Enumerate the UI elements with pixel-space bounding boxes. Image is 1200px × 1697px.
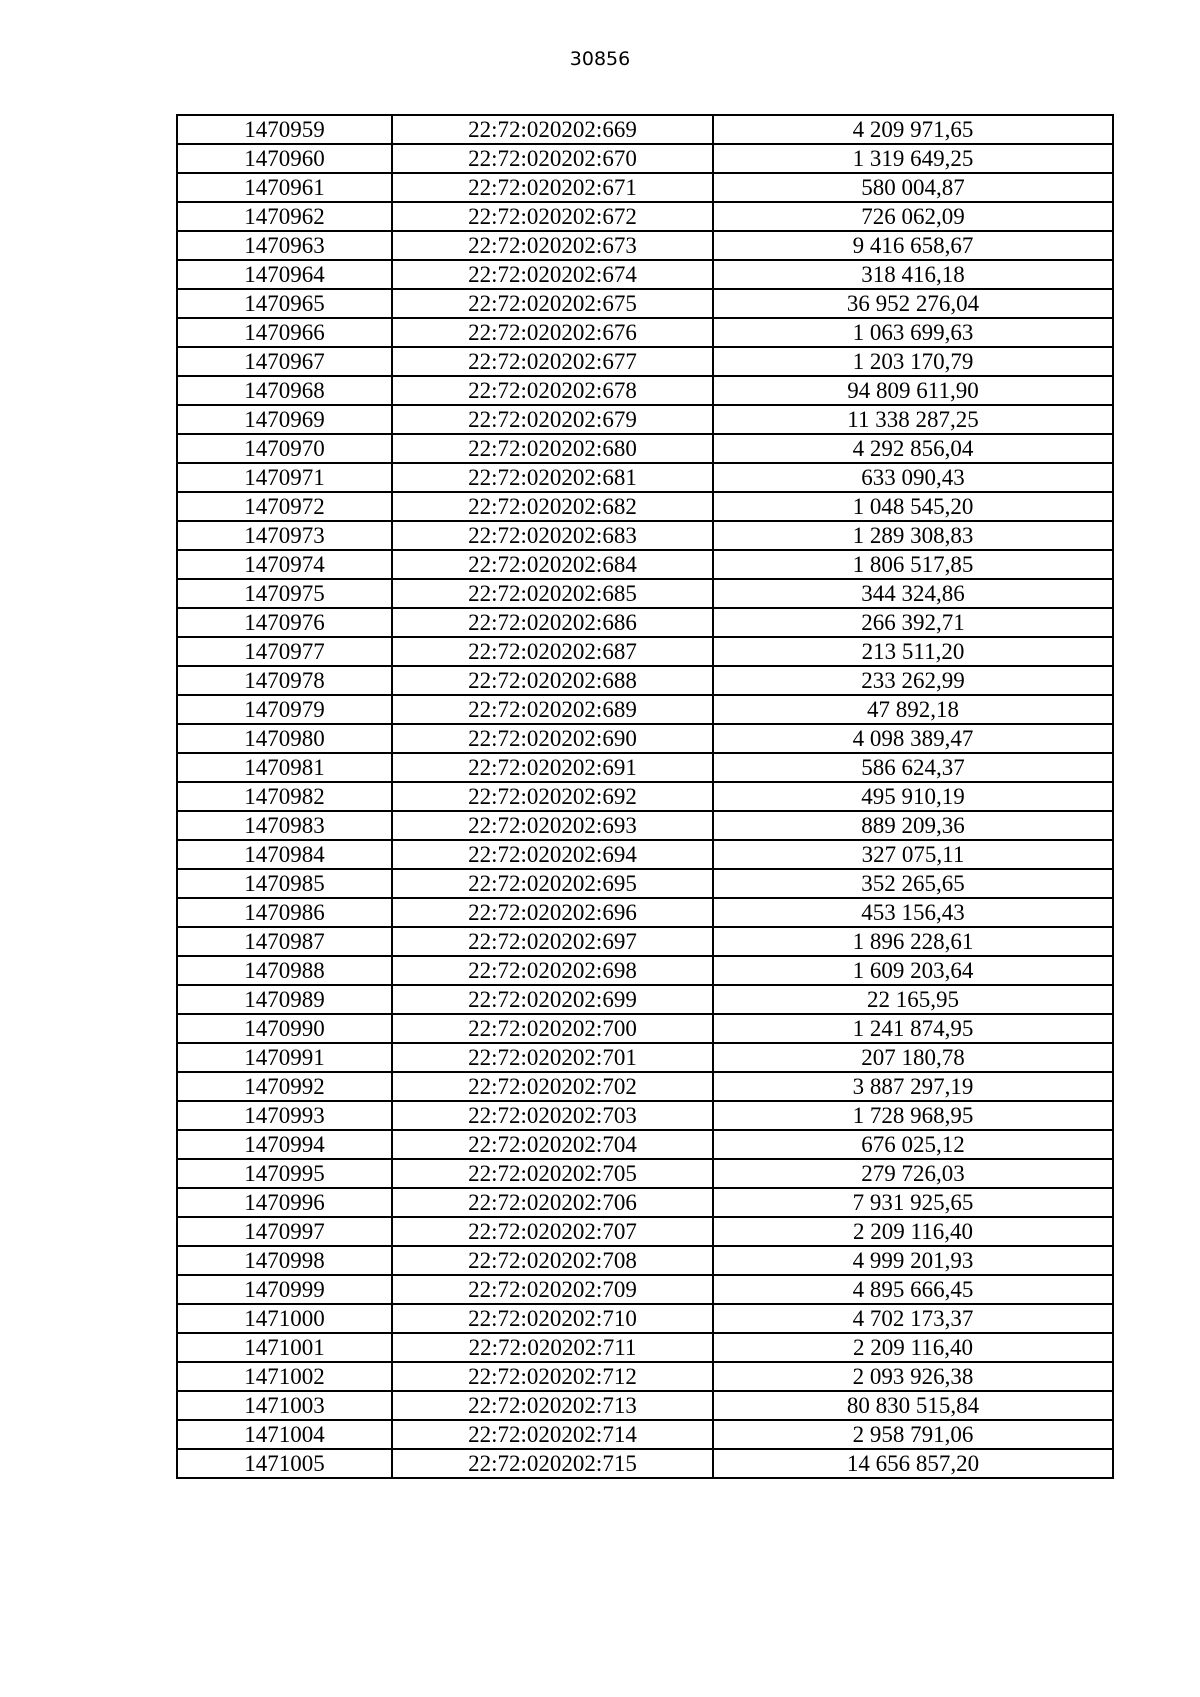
table-row [177, 463, 1113, 492]
cadastral-value-cell: 22 165,95 [713, 985, 1113, 1014]
cadastral-number-cell: 22:72:020202:672 [392, 202, 713, 231]
cadastral-value-cell: 80 830 515,84 [713, 1391, 1113, 1420]
cadastral-value-cell: 1 241 874,95 [713, 1014, 1113, 1043]
cadastral-number-cell: 22:72:020202:695 [392, 869, 713, 898]
record-number-cell: 1470983 [177, 811, 392, 840]
record-number-cell: 1470982 [177, 782, 392, 811]
cadastral-number-cell: 22:72:020202:714 [392, 1420, 713, 1449]
table-row [177, 1246, 1113, 1275]
cadastral-value-cell: 580 004,87 [713, 173, 1113, 202]
record-number-cell: 1470988 [177, 956, 392, 985]
table-row [177, 869, 1113, 898]
table-row [177, 550, 1113, 579]
cadastral-value-cell: 1 806 517,85 [713, 550, 1113, 579]
cadastral-value-table [176, 114, 1114, 1479]
cadastral-number-cell: 22:72:020202:669 [392, 115, 713, 144]
table-row [177, 405, 1113, 434]
record-number-cell: 1470968 [177, 376, 392, 405]
cadastral-number-cell: 22:72:020202:696 [392, 898, 713, 927]
record-number-cell: 1470997 [177, 1217, 392, 1246]
cadastral-value-cell: 327 075,11 [713, 840, 1113, 869]
cadastral-number-cell: 22:72:020202:706 [392, 1188, 713, 1217]
cadastral-number-cell: 22:72:020202:699 [392, 985, 713, 1014]
record-number-cell: 1470998 [177, 1246, 392, 1275]
record-number-cell: 1471000 [177, 1304, 392, 1333]
table-row [177, 956, 1113, 985]
table-row [177, 202, 1113, 231]
cadastral-value-cell: 279 726,03 [713, 1159, 1113, 1188]
page-number: 30856 [569, 48, 631, 70]
record-number-cell: 1470979 [177, 695, 392, 724]
cadastral-number-cell: 22:72:020202:680 [392, 434, 713, 463]
record-number-cell: 1470961 [177, 173, 392, 202]
cadastral-value-cell: 4 209 971,65 [713, 115, 1113, 144]
cadastral-number-cell: 22:72:020202:700 [392, 1014, 713, 1043]
table-row [177, 753, 1113, 782]
record-number-cell: 1470966 [177, 318, 392, 347]
table-row [177, 811, 1113, 840]
cadastral-value-cell: 2 958 791,06 [713, 1420, 1113, 1449]
table-row [177, 1217, 1113, 1246]
cadastral-number-cell: 22:72:020202:698 [392, 956, 713, 985]
cadastral-value-cell: 495 910,19 [713, 782, 1113, 811]
table-row [177, 347, 1113, 376]
record-number-cell: 1471003 [177, 1391, 392, 1420]
record-number-cell: 1470986 [177, 898, 392, 927]
cadastral-value-cell: 344 324,86 [713, 579, 1113, 608]
table-row [177, 840, 1113, 869]
record-number-cell: 1470992 [177, 1072, 392, 1101]
cadastral-number-cell: 22:72:020202:691 [392, 753, 713, 782]
cadastral-value-cell: 213 511,20 [713, 637, 1113, 666]
cadastral-number-cell: 22:72:020202:693 [392, 811, 713, 840]
table-row [177, 1449, 1113, 1478]
cadastral-value-cell: 2 093 926,38 [713, 1362, 1113, 1391]
cadastral-number-cell: 22:72:020202:678 [392, 376, 713, 405]
table-row [177, 1101, 1113, 1130]
table-row [177, 1362, 1113, 1391]
cadastral-number-cell: 22:72:020202:704 [392, 1130, 713, 1159]
cadastral-number-cell: 22:72:020202:709 [392, 1275, 713, 1304]
table-row [177, 260, 1113, 289]
cadastral-value-cell: 36 952 276,04 [713, 289, 1113, 318]
record-number-cell: 1470972 [177, 492, 392, 521]
record-number-cell: 1470981 [177, 753, 392, 782]
cadastral-number-cell: 22:72:020202:697 [392, 927, 713, 956]
record-number-cell: 1471004 [177, 1420, 392, 1449]
cadastral-value-cell: 889 209,36 [713, 811, 1113, 840]
record-number-cell: 1470976 [177, 608, 392, 637]
cadastral-value-cell: 7 931 925,65 [713, 1188, 1113, 1217]
table-row [177, 695, 1113, 724]
table-row [177, 1014, 1113, 1043]
record-number-cell: 1470987 [177, 927, 392, 956]
cadastral-value-cell: 1 289 308,83 [713, 521, 1113, 550]
cadastral-value-cell: 4 292 856,04 [713, 434, 1113, 463]
cadastral-number-cell: 22:72:020202:688 [392, 666, 713, 695]
table-row [177, 231, 1113, 260]
cadastral-number-cell: 22:72:020202:707 [392, 1217, 713, 1246]
cadastral-value-cell: 1 203 170,79 [713, 347, 1113, 376]
table-row [177, 1420, 1113, 1449]
cadastral-number-cell: 22:72:020202:715 [392, 1449, 713, 1478]
table-row [177, 376, 1113, 405]
table-row [177, 579, 1113, 608]
cadastral-number-cell: 22:72:020202:692 [392, 782, 713, 811]
record-number-cell: 1470991 [177, 1043, 392, 1072]
table-row [177, 1275, 1113, 1304]
cadastral-value-cell: 47 892,18 [713, 695, 1113, 724]
cadastral-value-cell: 1 319 649,25 [713, 144, 1113, 173]
cadastral-number-cell: 22:72:020202:701 [392, 1043, 713, 1072]
table-row [177, 1159, 1113, 1188]
record-number-cell: 1470996 [177, 1188, 392, 1217]
table-row [177, 637, 1113, 666]
record-number-cell: 1470962 [177, 202, 392, 231]
record-number-cell: 1470978 [177, 666, 392, 695]
cadastral-value-cell: 1 048 545,20 [713, 492, 1113, 521]
cadastral-value-cell: 1 896 228,61 [713, 927, 1113, 956]
cadastral-value-cell: 266 392,71 [713, 608, 1113, 637]
cadastral-number-cell: 22:72:020202:694 [392, 840, 713, 869]
cadastral-value-cell: 14 656 857,20 [713, 1449, 1113, 1478]
cadastral-number-cell: 22:72:020202:686 [392, 608, 713, 637]
cadastral-value-cell: 726 062,09 [713, 202, 1113, 231]
table-row [177, 1130, 1113, 1159]
record-number-cell: 1471002 [177, 1362, 392, 1391]
table-row [177, 144, 1113, 173]
table-body [177, 115, 1113, 1478]
cadastral-number-cell: 22:72:020202:673 [392, 231, 713, 260]
cadastral-value-cell: 11 338 287,25 [713, 405, 1113, 434]
record-number-cell: 1470994 [177, 1130, 392, 1159]
cadastral-value-cell: 4 895 666,45 [713, 1275, 1113, 1304]
record-number-cell: 1470975 [177, 579, 392, 608]
record-number-cell: 1470973 [177, 521, 392, 550]
cadastral-value-cell: 94 809 611,90 [713, 376, 1113, 405]
cadastral-value-cell: 676 025,12 [713, 1130, 1113, 1159]
cadastral-number-cell: 22:72:020202:674 [392, 260, 713, 289]
cadastral-number-cell: 22:72:020202:711 [392, 1333, 713, 1362]
record-number-cell: 1470985 [177, 869, 392, 898]
cadastral-value-cell: 2 209 116,40 [713, 1333, 1113, 1362]
table-row [177, 724, 1113, 753]
cadastral-number-cell: 22:72:020202:705 [392, 1159, 713, 1188]
table-row [177, 608, 1113, 637]
record-number-cell: 1470995 [177, 1159, 392, 1188]
record-number-cell: 1470960 [177, 144, 392, 173]
record-number-cell: 1470964 [177, 260, 392, 289]
record-number-cell: 1471005 [177, 1449, 392, 1478]
table-row [177, 492, 1113, 521]
cadastral-number-cell: 22:72:020202:703 [392, 1101, 713, 1130]
cadastral-value-cell: 1 063 699,63 [713, 318, 1113, 347]
record-number-cell: 1470999 [177, 1275, 392, 1304]
cadastral-number-cell: 22:72:020202:702 [392, 1072, 713, 1101]
cadastral-number-cell: 22:72:020202:681 [392, 463, 713, 492]
cadastral-number-cell: 22:72:020202:675 [392, 289, 713, 318]
table-row [177, 318, 1113, 347]
record-number-cell: 1470993 [177, 1101, 392, 1130]
cadastral-value-cell: 1 609 203,64 [713, 956, 1113, 985]
cadastral-value-cell: 4 702 173,37 [713, 1304, 1113, 1333]
record-number-cell: 1470967 [177, 347, 392, 376]
cadastral-value-cell: 2 209 116,40 [713, 1217, 1113, 1246]
record-number-cell: 1470963 [177, 231, 392, 260]
cadastral-number-cell: 22:72:020202:676 [392, 318, 713, 347]
cadastral-number-cell: 22:72:020202:710 [392, 1304, 713, 1333]
table-row [177, 115, 1113, 144]
table-row [177, 1043, 1113, 1072]
cadastral-value-cell: 4 098 389,47 [713, 724, 1113, 753]
cadastral-value-cell: 207 180,78 [713, 1043, 1113, 1072]
table-row [177, 1072, 1113, 1101]
record-number-cell: 1470969 [177, 405, 392, 434]
record-number-cell: 1471001 [177, 1333, 392, 1362]
cadastral-number-cell: 22:72:020202:713 [392, 1391, 713, 1420]
cadastral-number-cell: 22:72:020202:683 [392, 521, 713, 550]
record-number-cell: 1470971 [177, 463, 392, 492]
cadastral-number-cell: 22:72:020202:679 [392, 405, 713, 434]
record-number-cell: 1470989 [177, 985, 392, 1014]
table-row [177, 521, 1113, 550]
table-row [177, 173, 1113, 202]
table-row [177, 782, 1113, 811]
table-row [177, 1333, 1113, 1362]
table-row [177, 927, 1113, 956]
cadastral-number-cell: 22:72:020202:690 [392, 724, 713, 753]
record-number-cell: 1470965 [177, 289, 392, 318]
table-row [177, 985, 1113, 1014]
table-row [177, 1391, 1113, 1420]
record-number-cell: 1470990 [177, 1014, 392, 1043]
record-number-cell: 1470980 [177, 724, 392, 753]
cadastral-number-cell: 22:72:020202:685 [392, 579, 713, 608]
cadastral-number-cell: 22:72:020202:712 [392, 1362, 713, 1391]
record-number-cell: 1470977 [177, 637, 392, 666]
cadastral-value-cell: 633 090,43 [713, 463, 1113, 492]
cadastral-value-cell: 233 262,99 [713, 666, 1113, 695]
table-row [177, 289, 1113, 318]
cadastral-value-cell: 586 624,37 [713, 753, 1113, 782]
record-number-cell: 1470984 [177, 840, 392, 869]
record-number-cell: 1470959 [177, 115, 392, 144]
cadastral-value-cell: 453 156,43 [713, 898, 1113, 927]
cadastral-number-cell: 22:72:020202:671 [392, 173, 713, 202]
cadastral-value-cell: 9 416 658,67 [713, 231, 1113, 260]
record-number-cell: 1470970 [177, 434, 392, 463]
cadastral-number-cell: 22:72:020202:670 [392, 144, 713, 173]
cadastral-number-cell: 22:72:020202:684 [392, 550, 713, 579]
table-row [177, 1188, 1113, 1217]
cadastral-number-cell: 22:72:020202:682 [392, 492, 713, 521]
cadastral-number-cell: 22:72:020202:708 [392, 1246, 713, 1275]
cadastral-number-cell: 22:72:020202:677 [392, 347, 713, 376]
cadastral-value-cell: 352 265,65 [713, 869, 1113, 898]
cadastral-number-cell: 22:72:020202:689 [392, 695, 713, 724]
table-row [177, 434, 1113, 463]
table-row [177, 666, 1113, 695]
cadastral-value-cell: 3 887 297,19 [713, 1072, 1113, 1101]
cadastral-value-cell: 4 999 201,93 [713, 1246, 1113, 1275]
cadastral-number-cell: 22:72:020202:687 [392, 637, 713, 666]
cadastral-value-cell: 318 416,18 [713, 260, 1113, 289]
record-number-cell: 1470974 [177, 550, 392, 579]
table-row [177, 1304, 1113, 1333]
table-row [177, 898, 1113, 927]
cadastral-value-cell: 1 728 968,95 [713, 1101, 1113, 1130]
